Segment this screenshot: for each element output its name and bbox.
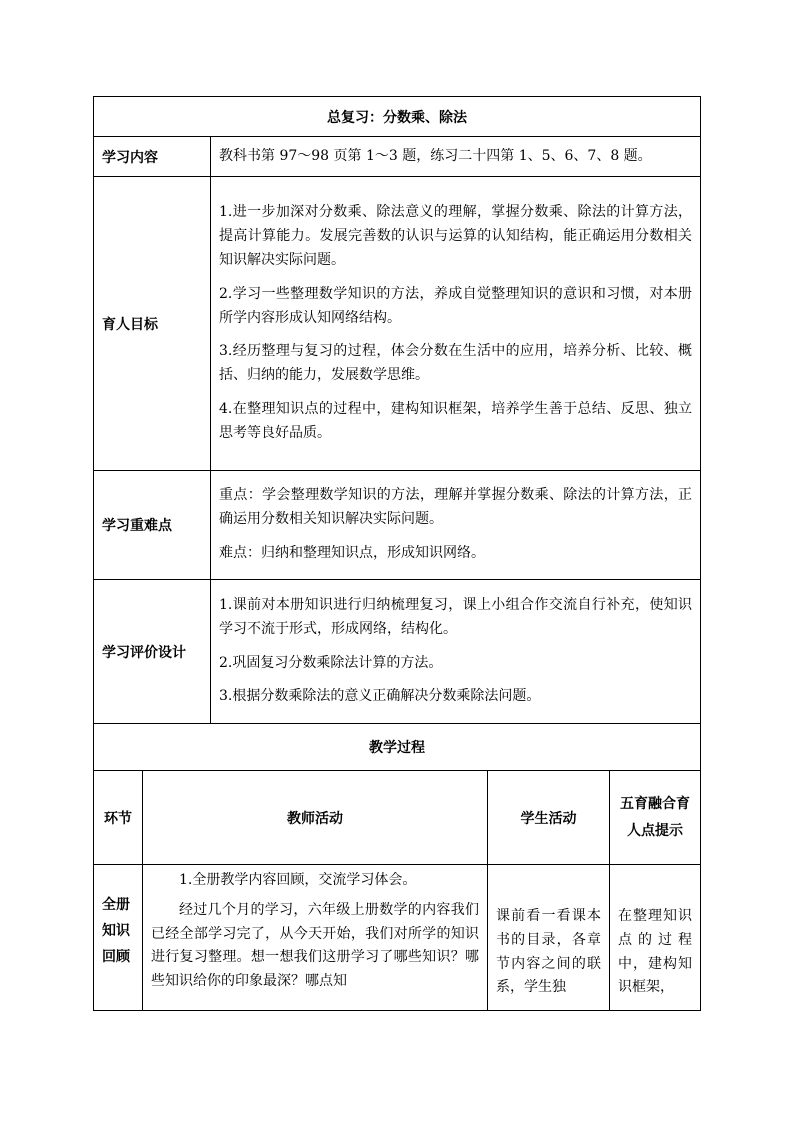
title-row <box>94 97 701 137</box>
evaluation-item: 1.课前对本册知识进行归纳梳理复习，课上小组合作交流自行补充，使知识学习不流于形式，形成网络，结构化。 <box>219 596 693 637</box>
student-activity: 课前看一看课本书的目录，各章节内容之间的联系，学生独 <box>488 865 610 1011</box>
goals-label: 育人目标 <box>94 177 211 471</box>
header-student-activity: 学生活动 <box>488 771 610 865</box>
process-title-row <box>94 724 701 771</box>
evaluation-item: 3.根据分数乘除法的意义正确解决分数乘除法问题。 <box>219 688 541 705</box>
content-text: 教科书第 97～98 页第 1～3 题，练习二十四第 1、5、6、7、8 题。 <box>211 137 701 177</box>
goal-item: 1.进一步加深对分数乘、除法意义的理解，掌握分数乘、除法的计算方法，提高计算能力。发展完善数的认识与运算的认知结构，能正确运用分数相关知识解决实际问题。 <box>219 204 693 268</box>
document-title: 总复习：分数乘、除法 <box>94 97 701 137</box>
teacher-activity <box>143 865 488 1011</box>
teacher-activity-p2: 经过几个月的学习，六年级上册数学的内容我们已经全部学习完了，从今天开始，我们对所学的知识进行复习整理。想一想我们这册学习了哪些知识？哪些知识给你的印象最深？哪点知 <box>151 901 479 990</box>
header-tips: 五育融合育人点提示 <box>610 771 701 865</box>
focus-key: 重点：学会整理数学知识的方法，理解并掌握分数乘、除法的计算方法，正确运用分数相关知识解决实际问题。 <box>219 487 693 528</box>
focus-content <box>211 471 701 580</box>
focus-row <box>94 471 701 580</box>
goals-row <box>94 177 701 471</box>
goal-item: 3.经历整理与复习的过程，体会分数在生活中的应用，培养分析、比较、概括、归纳的能力，发展数学思维。 <box>219 343 693 384</box>
evaluation-row <box>94 580 701 724</box>
evaluation-item: 2.巩固复习分数乘除法计算的方法。 <box>219 654 443 671</box>
process-title: 教学过程 <box>94 724 701 771</box>
content-row <box>94 137 701 177</box>
lesson-plan-table <box>93 96 701 1011</box>
evaluation-content <box>211 580 701 724</box>
goal-item: 2.学习一些整理数学知识的方法，养成自觉整理知识的意识和习惯，对本册所学内容形成认知网络结构。 <box>219 285 693 326</box>
focus-difficulty: 难点：归纳和整理知识点，形成知识网络。 <box>219 544 485 561</box>
evaluation-label: 学习评价设计 <box>94 580 211 724</box>
review-row <box>94 865 701 1011</box>
process-header-row <box>94 771 701 865</box>
goals-content <box>211 177 701 471</box>
header-teacher-activity: 教师活动 <box>143 771 488 865</box>
stage-review: 全册知识回顾 <box>94 865 143 1011</box>
content-label: 学习内容 <box>94 137 211 177</box>
goal-item: 4.在整理知识点的过程中，建构知识框架，培养学生善于总结、反思、独立思考等良好品质。 <box>219 400 693 441</box>
focus-label: 学习重难点 <box>94 471 211 580</box>
tips-text: 在整理知识点的过程中，建构知识框架， <box>610 865 701 1011</box>
header-stage: 环节 <box>94 771 143 865</box>
teacher-activity-p1: 1.全册教学内容回顾，交流学习体会。 <box>179 872 417 888</box>
